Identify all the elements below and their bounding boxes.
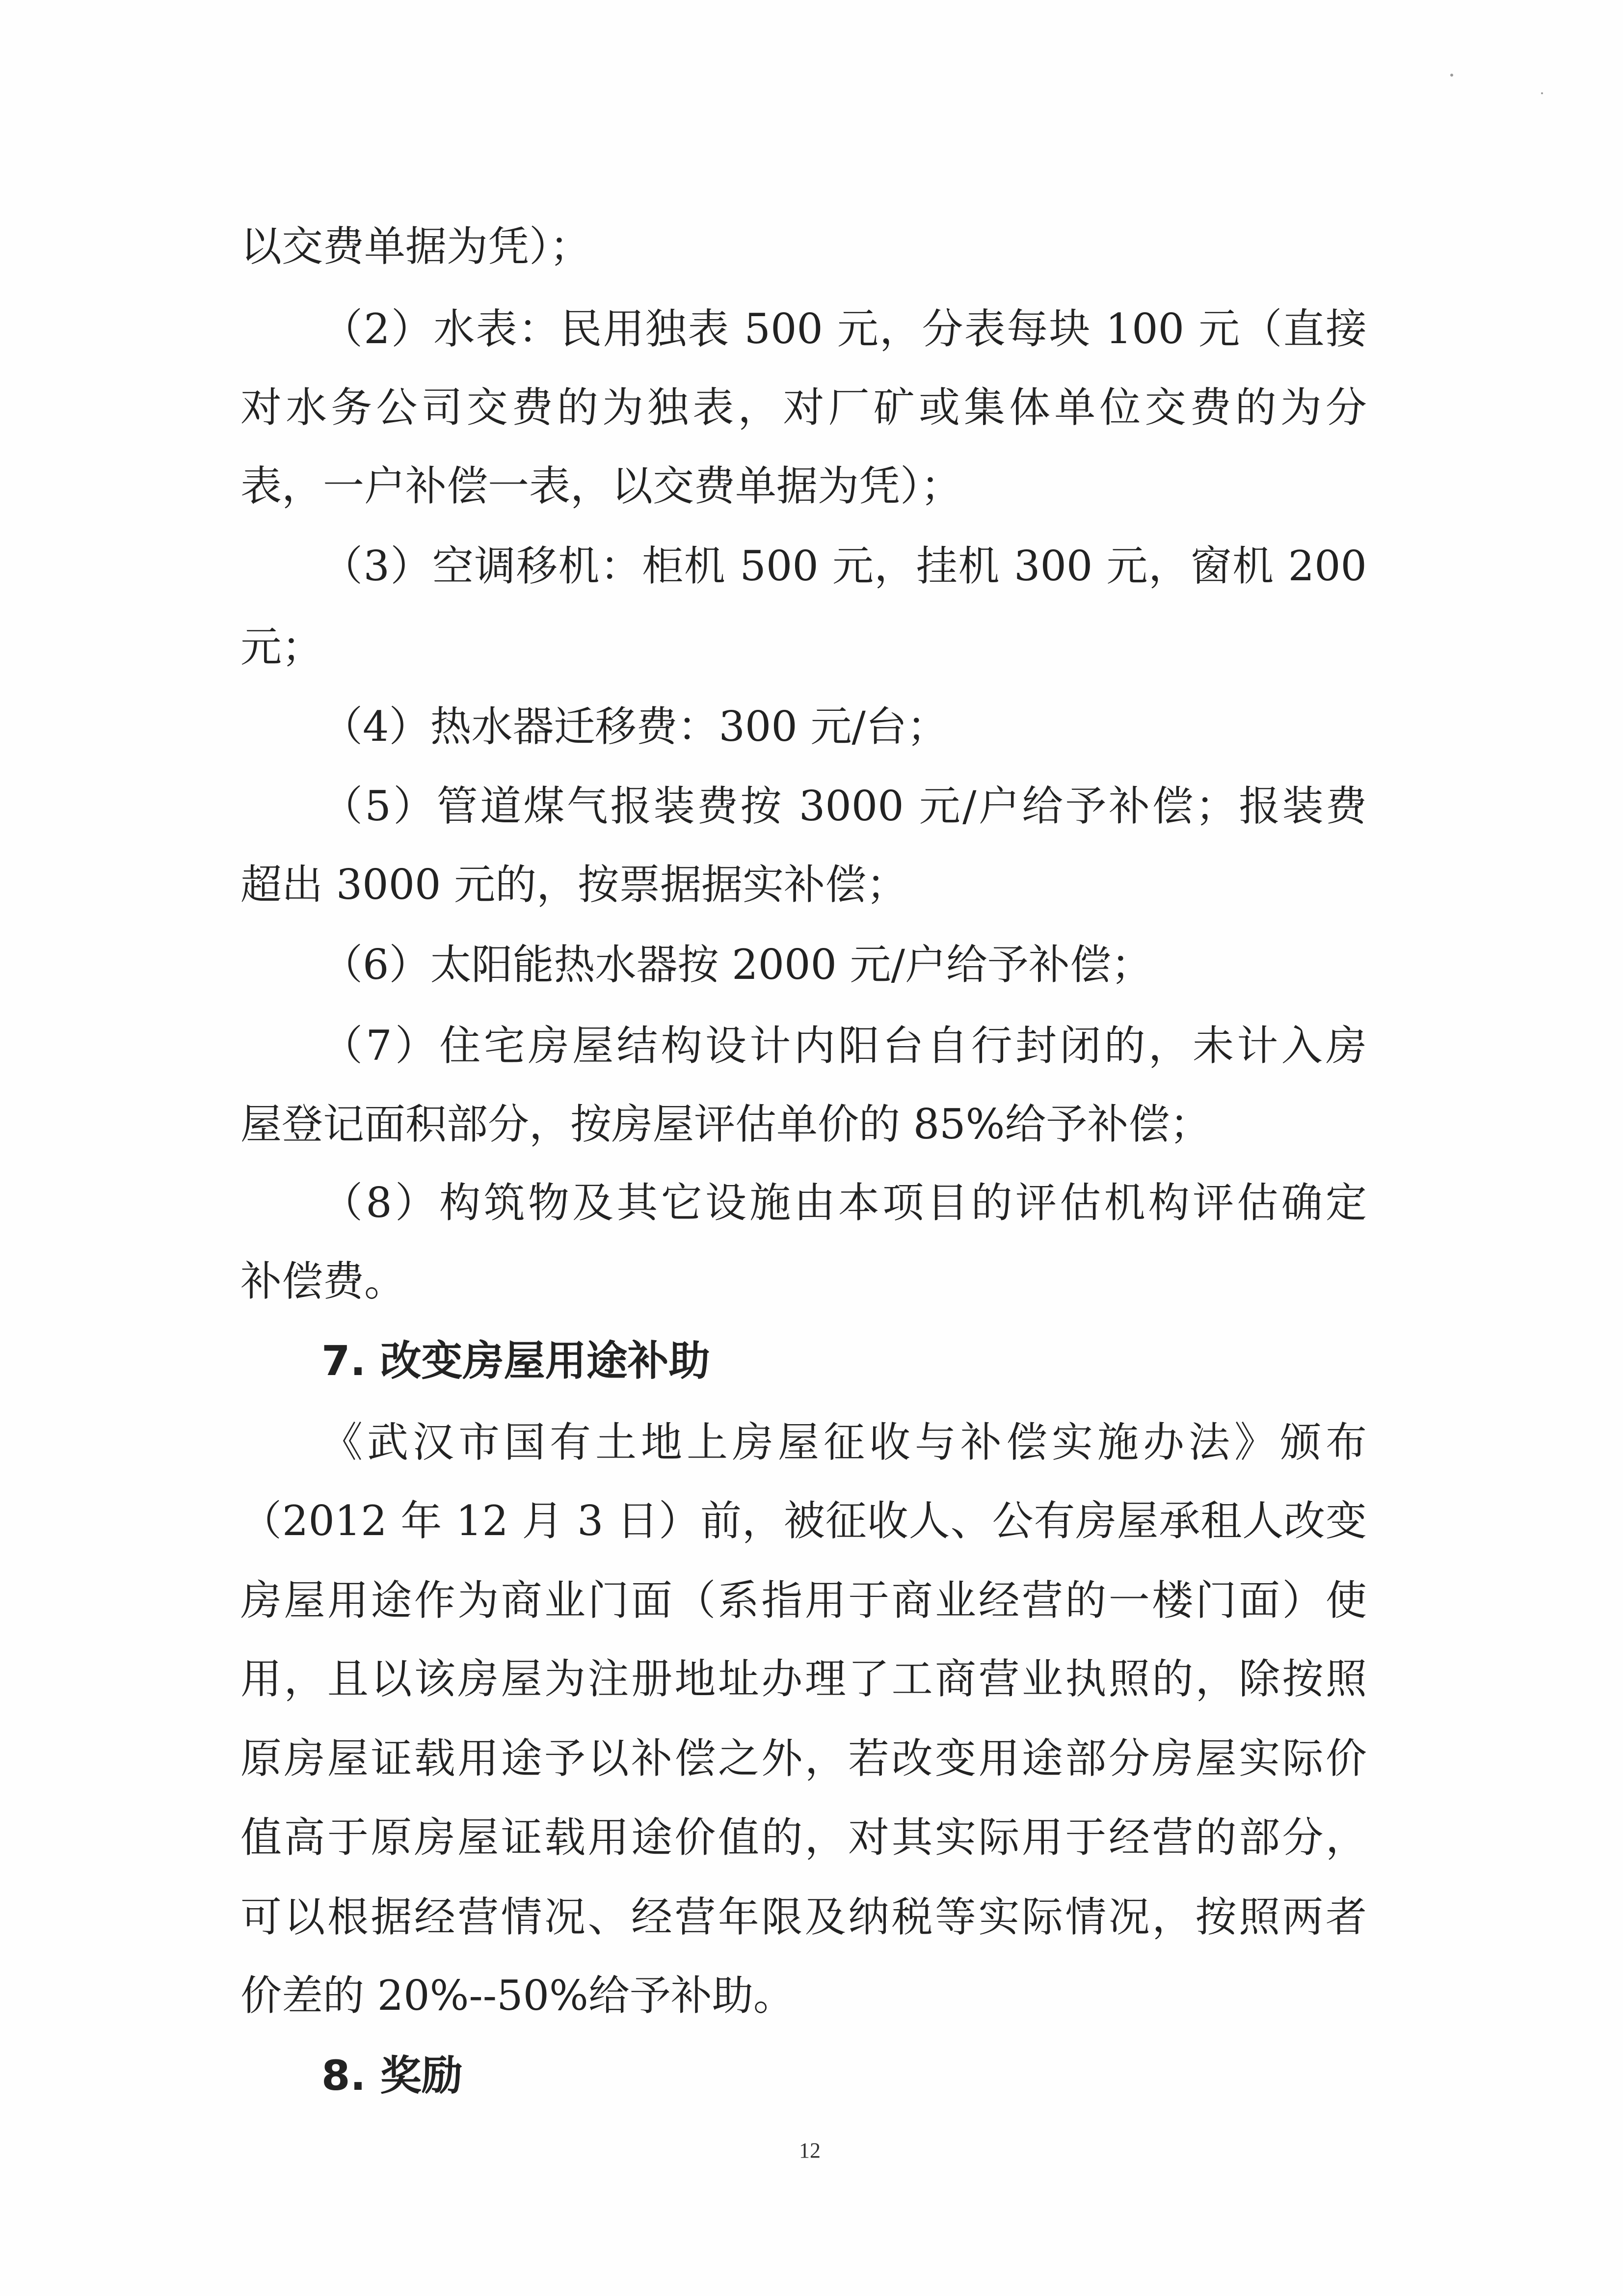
scan-speck bbox=[1450, 74, 1453, 77]
body-line-19: 用，且以该房屋为注册地址办理了工商营业执照的，除按照 bbox=[240, 1655, 1367, 1703]
body-line-8: （5）管道煤气报装费按 3000 元/户给予补偿；报装费 bbox=[321, 782, 1367, 830]
body-line-4: 表，一户补偿一表，以交费单据为凭）； bbox=[240, 462, 962, 510]
body-line-13: （8）构筑物及其它设施由本项目的评估机构评估确定 bbox=[321, 1179, 1367, 1227]
body-line-14: 补偿费。 bbox=[240, 1257, 406, 1305]
body-line-23: 价差的 20%--50%给予补助。 bbox=[240, 1972, 795, 2020]
page-number: 12 bbox=[799, 2138, 821, 2162]
body-line-2: （2）水表：民用独表 500 元，分表每块 100 元（直接 bbox=[321, 305, 1367, 353]
body-line-20: 原房屋证载用途予以补偿之外，若改变用途部分房屋实际价 bbox=[240, 1734, 1367, 1783]
section-heading-7: 7. 改变房屋用途补助 bbox=[321, 1337, 710, 1385]
body-line-22: 可以根据经营情况、经营年限及纳税等实际情况，按照两者 bbox=[240, 1893, 1367, 1941]
body-line-9: 超出 3000 元的，按票据据实补偿； bbox=[240, 861, 908, 909]
body-line-18: 房屋用途作为商业门面（系指用于商业经营的一楼门面）使 bbox=[240, 1576, 1367, 1624]
body-line-1: 以交费单据为凭）； bbox=[240, 222, 591, 270]
body-line-5: （3）空调移机：柜机 500 元，挂机 300 元，窗机 200 bbox=[321, 542, 1367, 590]
section-heading-8: 8. 奖励 bbox=[321, 2052, 463, 2100]
body-line-21: 值高于原房屋证载用途价值的，对其实际用于经营的部分， bbox=[240, 1813, 1367, 1862]
body-line-11: （7）住宅房屋结构设计内阳台自行封闭的，未计入房 bbox=[321, 1022, 1367, 1070]
body-line-17: （2012 年 12 月 3 日）前，被征收人、公有房屋承租人改变 bbox=[240, 1497, 1367, 1545]
scan-speck bbox=[1541, 92, 1543, 94]
body-line-10: （6）太阳能热水器按 2000 元/户给予补偿； bbox=[321, 941, 1152, 989]
body-line-6: 元； bbox=[240, 623, 323, 671]
body-line-3: 对水务公司交费的为独表，对厂矿或集体单位交费的为分 bbox=[240, 383, 1367, 432]
body-line-16: 《武汉市国有土地上房屋征收与补偿实施办法》颁布 bbox=[321, 1418, 1367, 1466]
body-line-7: （4）热水器迁移费：300 元/台； bbox=[321, 702, 948, 751]
body-line-12: 屋登记面积部分，按房屋评估单价的 85%给予补偿； bbox=[240, 1100, 1211, 1148]
